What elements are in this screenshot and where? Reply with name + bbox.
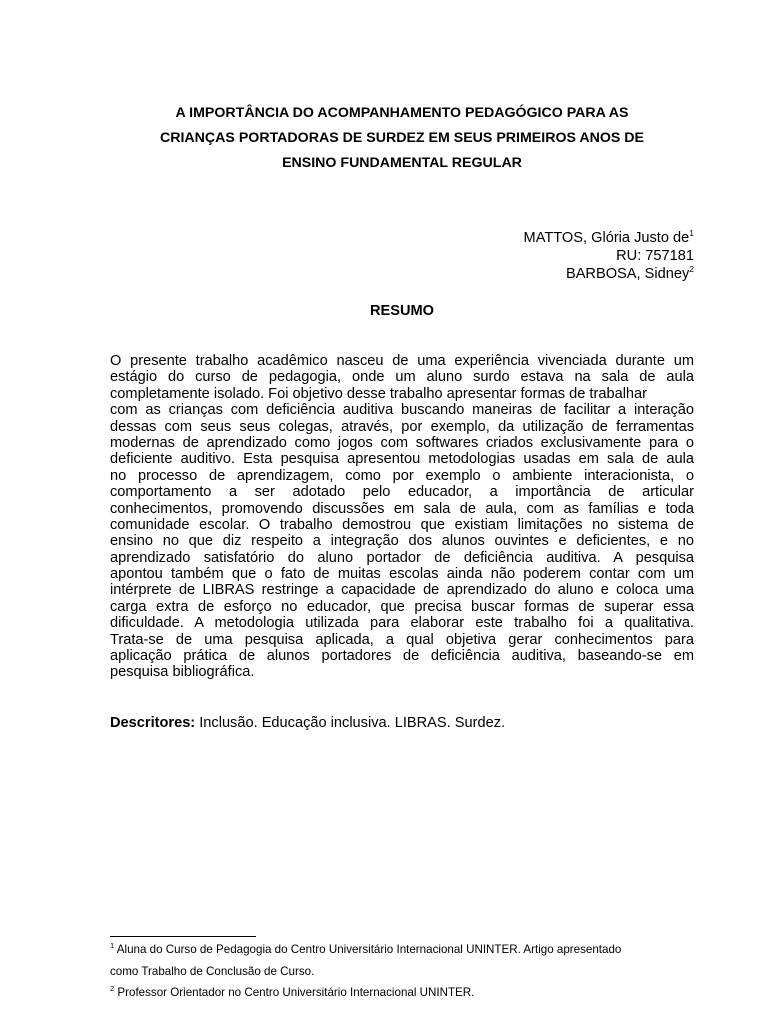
abstract-line: completamente isolado. Foi objetivo desse trabalho apresentar formas de trabalhar — [110, 385, 648, 402]
footnote-2 — [110, 982, 710, 1004]
abstract-line: deficiente auditivo. Esta pesquisa apresentou metodologias usadas em sala de aula — [110, 451, 694, 468]
author-2 — [524, 265, 694, 283]
footnote-2-text: Professor Orientador no Centro Universitário Internacional UNINTER. — [117, 986, 475, 999]
student-id: RU: 757181 — [616, 248, 694, 264]
abstract-line: dessas com seus seus colegas, através, por exemplo, da utilização de ferramentas — [110, 418, 694, 435]
footnote-ref-2: 2 — [689, 264, 694, 274]
abstract-line: modernas de aprendizado como jogos com softwares criados exclusivamente para o — [110, 434, 694, 451]
abstract-line: carga extra de esforço no educador, que precisa buscar formas de superar essa — [110, 598, 694, 615]
footnote-ref-1: 1 — [689, 228, 694, 238]
footnotes — [110, 939, 710, 1004]
keywords — [110, 715, 505, 731]
author-1 — [524, 229, 694, 247]
abstract-line: ensino no que diz respeito a integração dos alunos ouvintes e deficientes, e no — [110, 533, 694, 550]
document-title — [110, 101, 694, 176]
author-2-name: BARBOSA, Sidney — [565, 266, 690, 282]
abstract-line: conhecimentos, promovendo discussões em sala de aula, com as famílias e toda — [110, 500, 694, 517]
abstract-line: comunidade escolar. O trabalho demostrou que existiam limitações no sistema de — [110, 516, 694, 533]
abstract-line: pesquisa bibliográfica. — [110, 664, 255, 681]
title-line: ENSINO FUNDAMENTAL REGULAR — [282, 155, 522, 171]
abstract-body — [110, 353, 694, 681]
author-block — [524, 229, 694, 283]
abstract-heading: RESUMO — [369, 303, 435, 319]
keywords-label: Descritores: — [110, 715, 196, 731]
abstract-line: no processo de aprendizagem, como por exemplo o ambiente interacionista, o — [110, 467, 694, 484]
footnote-1-text: Aluna do Curso de Pedagogia do Centro Universitário Internacional UNINTER. Artigo apresentado — [116, 943, 622, 956]
abstract-line: comportamento a ser adotado pelo educador, a importância de articular — [110, 484, 694, 501]
title-line: CRIANÇAS PORTADORAS DE SURDEZ EM SEUS PRIMEIROS ANOS DE — [160, 130, 644, 146]
abstract-line: apontou também que o fato de muitas escolas ainda não poderem contar com um — [110, 566, 694, 583]
abstract-line: aplicação prática de alunos portadores de deficiência auditiva, baseando-se em — [110, 648, 694, 665]
footnote-1 — [110, 939, 710, 961]
abstract-line: intérprete de LIBRAS restringe a capacidade de aprendizado do aluno e coloca uma — [110, 582, 694, 599]
footnote-mark-2: 2 — [110, 984, 115, 993]
footnote-separator — [110, 936, 256, 937]
abstract-line: dificuldade. A metodologia utilizada para elaborar este trabalho foi a qualitativa. — [110, 615, 694, 632]
author-1-name: MATTOS, Glória Justo de — [523, 230, 690, 246]
abstract-line: estágio do curso de pedagogia, onde um aluno surdo estava na sala de aula — [110, 369, 694, 386]
keywords-text: Inclusão. Educação inclusiva. LIBRAS. Surdez. — [199, 715, 506, 731]
footnote-1-continuation: como Trabalho de Conclusão de Curso. — [110, 964, 315, 978]
title-line: A IMPORTÂNCIA DO ACOMPANHAMENTO PEDAGÓGICO PARA AS — [175, 105, 629, 121]
abstract-line: aprendizado satisfatório do aluno portador de deficiência auditiva. A pesquisa — [110, 549, 694, 566]
footnote-mark-1: 1 — [110, 941, 115, 950]
abstract-line: com as crianças com deficiência auditiva buscando maneiras de facilitar a interação — [110, 402, 694, 419]
abstract-line: O presente trabalho acadêmico nasceu de uma experiência vivenciada durante um — [110, 353, 694, 369]
abstract-line: Trata-se de uma pesquisa aplicada, a qual objetiva gerar conhecimentos para — [110, 631, 694, 648]
